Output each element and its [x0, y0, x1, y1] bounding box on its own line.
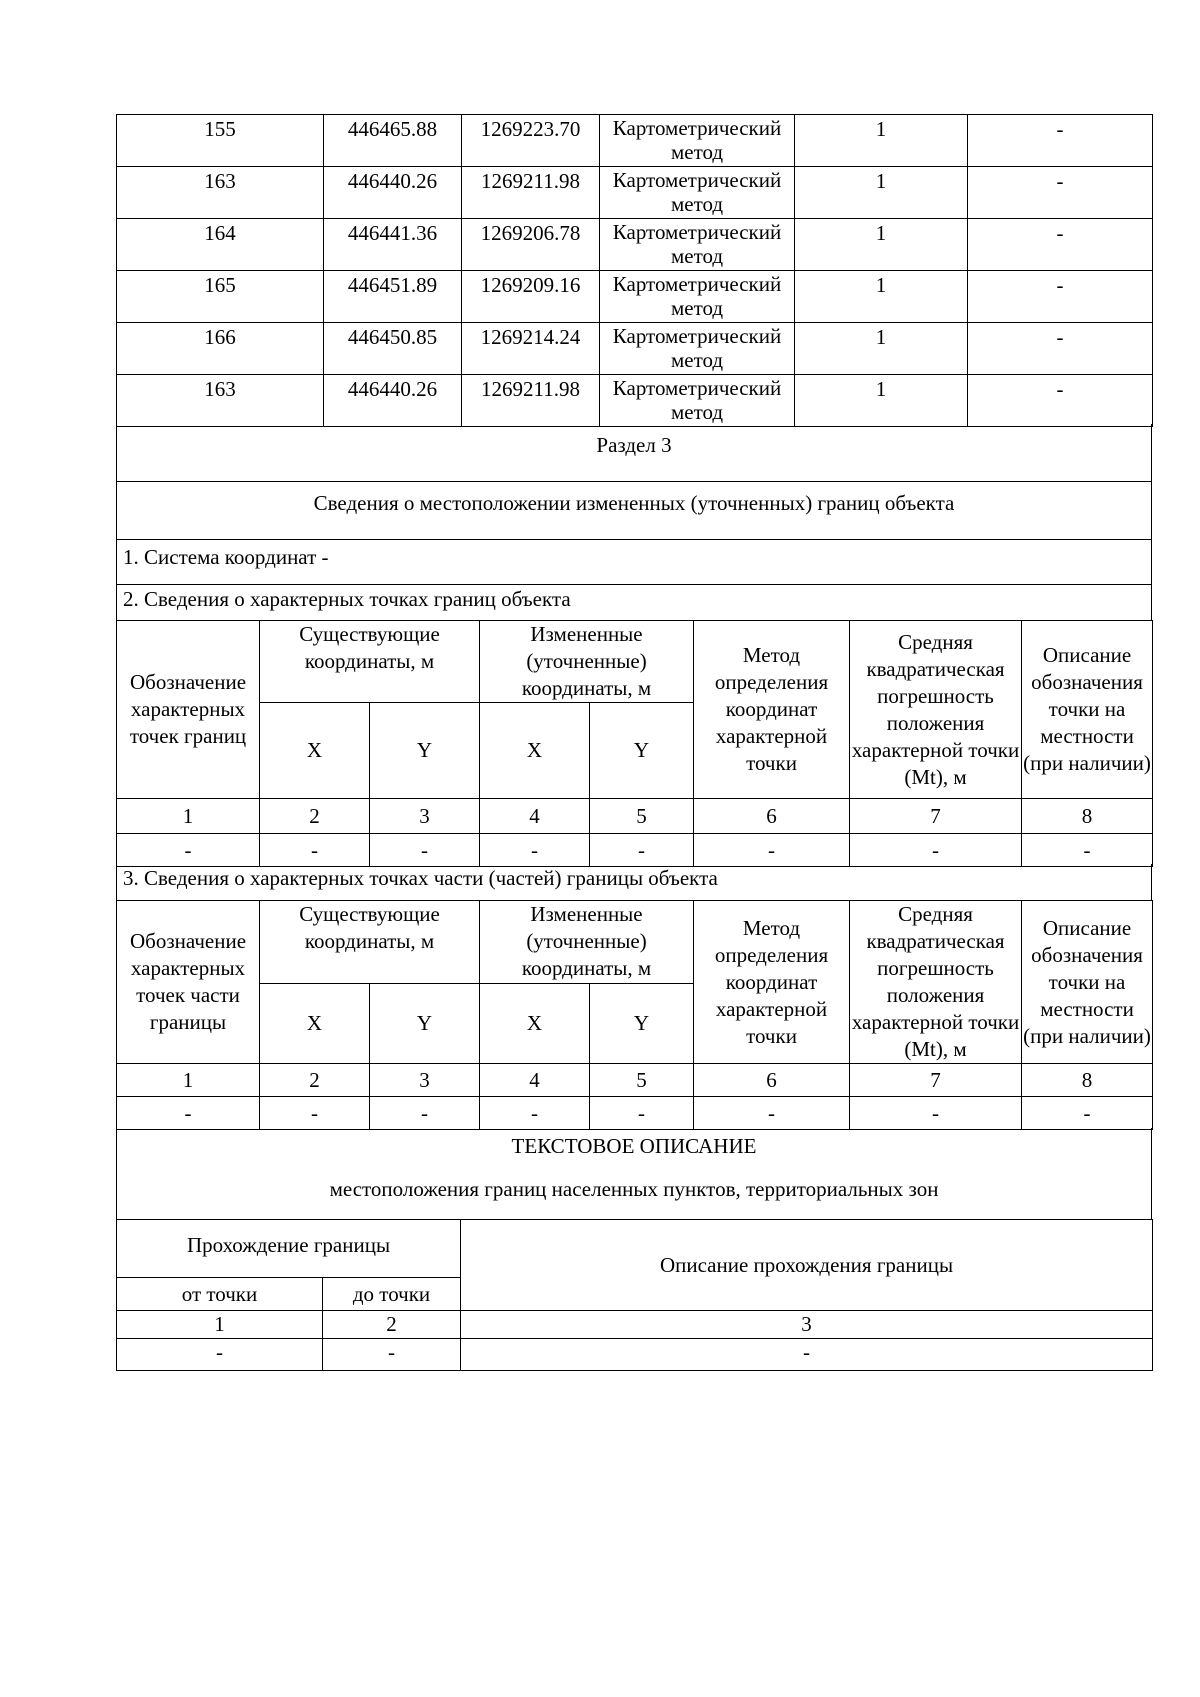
cell-y: 1269211.98	[462, 167, 600, 219]
column-number: 8	[1022, 1064, 1153, 1097]
cell-accuracy: 1	[795, 219, 968, 271]
empty-cell: -	[480, 1097, 590, 1130]
table-row	[117, 167, 1153, 219]
table-row	[117, 834, 1153, 867]
cell-x: 446465.88	[324, 115, 462, 167]
header-y: Y	[590, 703, 694, 799]
column-number: 1	[117, 1311, 323, 1339]
column-number: 6	[694, 799, 850, 834]
header-existing: Существующие координаты, м	[260, 621, 480, 703]
cell-x: 446440.26	[324, 167, 462, 219]
cell-y: 1269223.70	[462, 115, 600, 167]
empty-cell: -	[260, 834, 370, 867]
cell-description: -	[968, 271, 1153, 323]
empty-cell: -	[117, 834, 260, 867]
cell-description: -	[968, 167, 1153, 219]
column-numbers-row	[117, 799, 1153, 834]
column-number: 3	[370, 1064, 480, 1097]
part-points-heading: 3. Сведения о характерных точках части (частей) границы объекта	[116, 864, 1152, 901]
part-points-table	[116, 900, 1153, 1130]
empty-cell: -	[590, 1097, 694, 1130]
column-number: 3	[370, 799, 480, 834]
empty-cell: -	[370, 1097, 480, 1130]
cell-method: Картометрический метод	[600, 115, 795, 167]
cell-x: 446450.85	[324, 323, 462, 375]
text-description-subtitle: местоположения границ населенных пунктов, территориальных зон	[329, 1177, 939, 1201]
empty-cell: -	[850, 1097, 1022, 1130]
header-changed: Измененные (уточненные) координаты, м	[480, 901, 694, 984]
empty-cell: -	[260, 1097, 370, 1130]
cell-method: Картометрический метод	[600, 375, 795, 427]
column-number: 5	[590, 799, 694, 834]
column-number: 7	[850, 1064, 1022, 1097]
column-number: 4	[480, 1064, 590, 1097]
column-numbers-row	[117, 1311, 1153, 1339]
cell-x: 446451.89	[324, 271, 462, 323]
header-designation-part: Обозначение характерных точек части границы	[117, 901, 260, 1064]
empty-cell: -	[850, 834, 1022, 867]
empty-cell: -	[480, 834, 590, 867]
table-row	[117, 1339, 1153, 1371]
cell-accuracy: 1	[795, 375, 968, 427]
header-y: Y	[370, 983, 480, 1064]
cell-num: 163	[117, 375, 324, 427]
cell-method: Картометрический метод	[600, 271, 795, 323]
empty-cell: -	[323, 1339, 461, 1371]
cell-num: 155	[117, 115, 324, 167]
column-number: 7	[850, 799, 1022, 834]
cell-method: Картометрический метод	[600, 219, 795, 271]
header-method: Метод определения координат характерной точки	[694, 901, 850, 1064]
column-number: 1	[117, 799, 260, 834]
header-x: X	[260, 983, 370, 1064]
cell-description: -	[968, 375, 1153, 427]
empty-cell: -	[694, 1097, 850, 1130]
cell-accuracy: 1	[795, 323, 968, 375]
header-accuracy: Средняя квадратическая погрешность положения характерной точки (Mt), м	[850, 901, 1022, 1064]
column-number: 4	[480, 799, 590, 834]
header-passage-description: Описание прохождения границы	[461, 1220, 1153, 1311]
header-x: X	[480, 703, 590, 799]
header-x: X	[480, 983, 590, 1064]
header-y: Y	[370, 703, 480, 799]
cell-description: -	[968, 323, 1153, 375]
header-to-point: до точки	[323, 1278, 461, 1311]
cell-num: 163	[117, 167, 324, 219]
column-number: 2	[260, 799, 370, 834]
cell-method: Картометрический метод	[600, 323, 795, 375]
empty-cell: -	[370, 834, 480, 867]
cell-x: 446440.26	[324, 375, 462, 427]
column-number: 2	[323, 1311, 461, 1339]
empty-cell: -	[1022, 1097, 1153, 1130]
cell-y: 1269206.78	[462, 219, 600, 271]
table-row	[117, 375, 1153, 427]
cell-x: 446441.36	[324, 219, 462, 271]
cell-num: 166	[117, 323, 324, 375]
section-subtitle: Сведения о местоположении измененных (уточненных) границ объекта	[116, 481, 1152, 540]
cell-y: 1269211.98	[462, 375, 600, 427]
characteristic-points-table	[116, 620, 1153, 867]
empty-cell: -	[694, 834, 850, 867]
cell-description: -	[968, 115, 1153, 167]
cell-accuracy: 1	[795, 167, 968, 219]
coord-system: 1. Система координат -	[116, 539, 1152, 585]
header-method: Метод определения координат характерной точки	[694, 621, 850, 799]
header-y: Y	[590, 983, 694, 1064]
table-row	[117, 219, 1153, 271]
cell-y: 1269214.24	[462, 323, 600, 375]
cell-y: 1269209.16	[462, 271, 600, 323]
table-row	[117, 271, 1153, 323]
table-row	[117, 323, 1153, 375]
cell-num: 164	[117, 219, 324, 271]
empty-cell: -	[117, 1339, 323, 1371]
header-description: Описание обозначения точки на местности (при наличии)	[1022, 621, 1153, 799]
column-number: 8	[1022, 799, 1153, 834]
section-title: Раздел 3	[116, 424, 1152, 482]
cell-description: -	[968, 219, 1153, 271]
empty-cell: -	[117, 1097, 260, 1130]
header-description: Описание обозначения точки на местности (при наличии)	[1022, 901, 1153, 1064]
header-designation: Обозначение характерных точек границ	[117, 621, 260, 799]
header-accuracy: Средняя квадратическая погрешность положения характерной точки (Mt), м	[850, 621, 1022, 799]
header-existing: Существующие координаты, м	[260, 901, 480, 984]
cell-method: Картометрический метод	[600, 167, 795, 219]
column-numbers-row	[117, 1064, 1153, 1097]
column-number: 3	[461, 1311, 1153, 1339]
column-number: 6	[694, 1064, 850, 1097]
header-passage: Прохождение границы	[117, 1220, 461, 1278]
cell-accuracy: 1	[795, 271, 968, 323]
text-description-header	[116, 1128, 1152, 1220]
column-number: 1	[117, 1064, 260, 1097]
empty-cell: -	[461, 1339, 1153, 1371]
header-changed: Измененные (уточненные) координаты, м	[480, 621, 694, 703]
points-table	[116, 114, 1153, 427]
text-description-title: ТЕКСТОВОЕ ОПИСАНИЕ	[511, 1134, 757, 1158]
empty-cell: -	[1022, 834, 1153, 867]
table-row	[117, 115, 1153, 167]
table-row	[117, 1097, 1153, 1130]
boundary-description-table	[116, 1219, 1153, 1371]
column-number: 2	[260, 1064, 370, 1097]
empty-cell: -	[590, 834, 694, 867]
points-heading: 2. Сведения о характерных точках границ объекта	[116, 584, 1152, 621]
header-x: X	[260, 703, 370, 799]
column-number: 5	[590, 1064, 694, 1097]
header-from-point: от точки	[117, 1278, 323, 1311]
cell-num: 165	[117, 271, 324, 323]
cell-accuracy: 1	[795, 115, 968, 167]
